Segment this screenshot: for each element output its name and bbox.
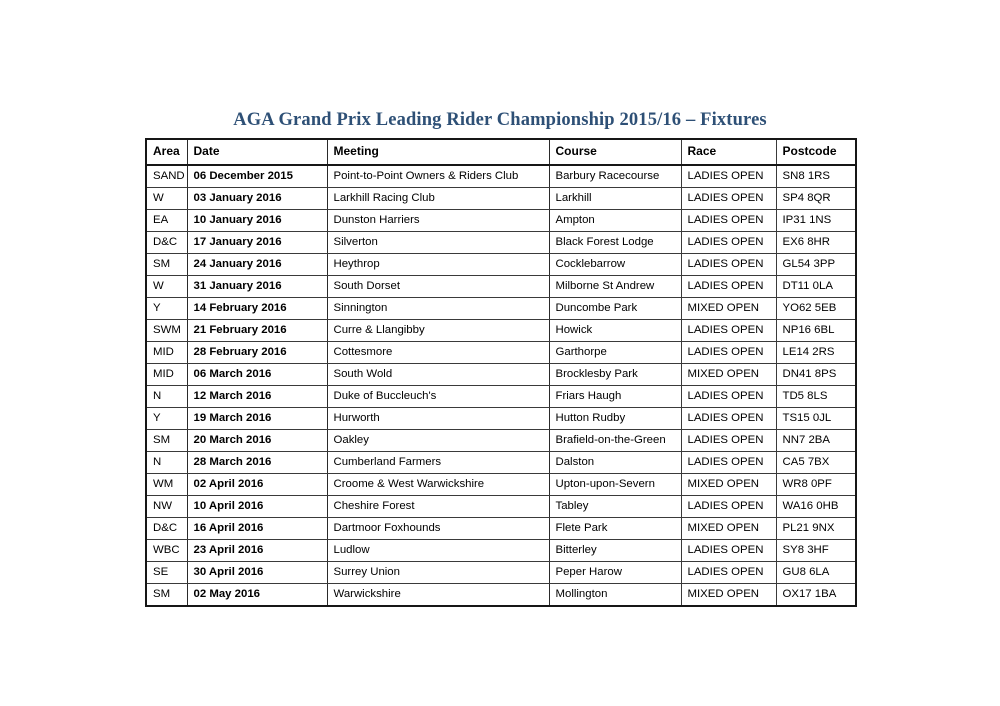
table-row xyxy=(146,474,856,496)
cell-date: 30 April 2016 xyxy=(187,562,327,584)
cell-area: SE xyxy=(146,562,187,584)
cell-course: Mollington xyxy=(549,584,681,607)
cell-date: 06 December 2015 xyxy=(187,165,327,188)
cell-course: Cocklebarrow xyxy=(549,254,681,276)
cell-area: Y xyxy=(146,298,187,320)
cell-race: LADIES OPEN xyxy=(681,452,776,474)
table-row xyxy=(146,518,856,540)
table-row xyxy=(146,342,856,364)
column-header-race: Race xyxy=(681,139,776,165)
cell-area: N xyxy=(146,452,187,474)
cell-postcode: NP16 6BL xyxy=(776,320,856,342)
cell-date: 31 January 2016 xyxy=(187,276,327,298)
cell-postcode: SY8 3HF xyxy=(776,540,856,562)
cell-race: LADIES OPEN xyxy=(681,430,776,452)
table-row xyxy=(146,188,856,210)
cell-meeting: Hurworth xyxy=(327,408,549,430)
cell-meeting: Duke of Buccleuch's xyxy=(327,386,549,408)
table-row xyxy=(146,386,856,408)
cell-area: D&C xyxy=(146,518,187,540)
cell-area: MID xyxy=(146,342,187,364)
cell-course: Milborne St Andrew xyxy=(549,276,681,298)
cell-race: MIXED OPEN xyxy=(681,518,776,540)
cell-date: 20 March 2016 xyxy=(187,430,327,452)
column-header-meeting: Meeting xyxy=(327,139,549,165)
cell-race: LADIES OPEN xyxy=(681,165,776,188)
table-row xyxy=(146,496,856,518)
cell-date: 19 March 2016 xyxy=(187,408,327,430)
cell-date: 16 April 2016 xyxy=(187,518,327,540)
cell-race: LADIES OPEN xyxy=(681,188,776,210)
cell-date: 10 January 2016 xyxy=(187,210,327,232)
cell-area: W xyxy=(146,188,187,210)
cell-area: SWM xyxy=(146,320,187,342)
cell-postcode: DT11 0LA xyxy=(776,276,856,298)
fixtures-table-container xyxy=(145,138,855,607)
cell-course: Brocklesby Park xyxy=(549,364,681,386)
cell-meeting: Surrey Union xyxy=(327,562,549,584)
cell-postcode: PL21 9NX xyxy=(776,518,856,540)
cell-race: MIXED OPEN xyxy=(681,584,776,607)
cell-date: 02 May 2016 xyxy=(187,584,327,607)
cell-area: EA xyxy=(146,210,187,232)
cell-postcode: GU8 6LA xyxy=(776,562,856,584)
cell-postcode: CA5 7BX xyxy=(776,452,856,474)
cell-postcode: IP31 1NS xyxy=(776,210,856,232)
cell-course: Barbury Racecourse xyxy=(549,165,681,188)
cell-meeting: Dartmoor Foxhounds xyxy=(327,518,549,540)
table-row xyxy=(146,408,856,430)
table-row xyxy=(146,364,856,386)
cell-date: 03 January 2016 xyxy=(187,188,327,210)
cell-area: SAND xyxy=(146,165,187,188)
cell-date: 24 January 2016 xyxy=(187,254,327,276)
cell-date: 06 March 2016 xyxy=(187,364,327,386)
cell-race: LADIES OPEN xyxy=(681,210,776,232)
cell-date: 28 March 2016 xyxy=(187,452,327,474)
cell-meeting: Sinnington xyxy=(327,298,549,320)
cell-course: Flete Park xyxy=(549,518,681,540)
column-header-date: Date xyxy=(187,139,327,165)
cell-postcode: SN8 1RS xyxy=(776,165,856,188)
cell-date: 17 January 2016 xyxy=(187,232,327,254)
cell-course: Upton-upon-Severn xyxy=(549,474,681,496)
cell-race: LADIES OPEN xyxy=(681,496,776,518)
cell-area: NW xyxy=(146,496,187,518)
table-row xyxy=(146,254,856,276)
cell-course: Tabley xyxy=(549,496,681,518)
cell-area: SM xyxy=(146,584,187,607)
cell-meeting: Cheshire Forest xyxy=(327,496,549,518)
cell-race: LADIES OPEN xyxy=(681,342,776,364)
cell-meeting: Silverton xyxy=(327,232,549,254)
cell-postcode: WR8 0PF xyxy=(776,474,856,496)
cell-postcode: SP4 8QR xyxy=(776,188,856,210)
cell-date: 23 April 2016 xyxy=(187,540,327,562)
table-row xyxy=(146,320,856,342)
cell-meeting: Point-to-Point Owners & Riders Club xyxy=(327,165,549,188)
table-row xyxy=(146,298,856,320)
cell-date: 12 March 2016 xyxy=(187,386,327,408)
cell-race: LADIES OPEN xyxy=(681,320,776,342)
table-body xyxy=(146,165,856,606)
cell-course: Duncombe Park xyxy=(549,298,681,320)
cell-area: WM xyxy=(146,474,187,496)
table-row xyxy=(146,430,856,452)
cell-course: Dalston xyxy=(549,452,681,474)
cell-course: Brafield-on-the-Green xyxy=(549,430,681,452)
cell-race: LADIES OPEN xyxy=(681,254,776,276)
cell-meeting: Cumberland Farmers xyxy=(327,452,549,474)
cell-course: Black Forest Lodge xyxy=(549,232,681,254)
cell-course: Howick xyxy=(549,320,681,342)
cell-postcode: EX6 8HR xyxy=(776,232,856,254)
cell-date: 02 April 2016 xyxy=(187,474,327,496)
cell-course: Hutton Rudby xyxy=(549,408,681,430)
cell-course: Garthorpe xyxy=(549,342,681,364)
table-row xyxy=(146,276,856,298)
cell-meeting: South Dorset xyxy=(327,276,549,298)
table-row xyxy=(146,165,856,188)
cell-meeting: Dunston Harriers xyxy=(327,210,549,232)
cell-postcode: LE14 2RS xyxy=(776,342,856,364)
cell-area: N xyxy=(146,386,187,408)
cell-race: MIXED OPEN xyxy=(681,364,776,386)
cell-meeting: Croome & West Warwickshire xyxy=(327,474,549,496)
cell-date: 21 February 2016 xyxy=(187,320,327,342)
cell-postcode: NN7 2BA xyxy=(776,430,856,452)
cell-postcode: TD5 8LS xyxy=(776,386,856,408)
cell-postcode: DN41 8PS xyxy=(776,364,856,386)
cell-area: D&C xyxy=(146,232,187,254)
column-header-postcode: Postcode xyxy=(776,139,856,165)
cell-postcode: WA16 0HB xyxy=(776,496,856,518)
table-header-row xyxy=(146,139,856,165)
cell-course: Peper Harow xyxy=(549,562,681,584)
cell-race: LADIES OPEN xyxy=(681,408,776,430)
fixtures-table xyxy=(145,138,857,607)
cell-area: Y xyxy=(146,408,187,430)
cell-date: 14 February 2016 xyxy=(187,298,327,320)
cell-meeting: Curre & Llangibby xyxy=(327,320,549,342)
cell-date: 28 February 2016 xyxy=(187,342,327,364)
cell-course: Friars Haugh xyxy=(549,386,681,408)
column-header-course: Course xyxy=(549,139,681,165)
table-header xyxy=(146,139,856,165)
cell-area: MID xyxy=(146,364,187,386)
cell-date: 10 April 2016 xyxy=(187,496,327,518)
cell-meeting: Oakley xyxy=(327,430,549,452)
cell-meeting: South Wold xyxy=(327,364,549,386)
cell-meeting: Warwickshire xyxy=(327,584,549,607)
table-row xyxy=(146,540,856,562)
page-title: AGA Grand Prix Leading Rider Championship 2015/16 – Fixtures xyxy=(233,110,767,130)
cell-meeting: Ludlow xyxy=(327,540,549,562)
cell-postcode: OX17 1BA xyxy=(776,584,856,607)
cell-area: SM xyxy=(146,430,187,452)
table-row xyxy=(146,584,856,607)
cell-race: MIXED OPEN xyxy=(681,298,776,320)
table-row xyxy=(146,452,856,474)
column-header-area: Area xyxy=(146,139,187,165)
cell-race: LADIES OPEN xyxy=(681,232,776,254)
cell-race: LADIES OPEN xyxy=(681,276,776,298)
cell-meeting: Cottesmore xyxy=(327,342,549,364)
cell-area: W xyxy=(146,276,187,298)
table-row xyxy=(146,562,856,584)
cell-postcode: TS15 0JL xyxy=(776,408,856,430)
cell-postcode: GL54 3PP xyxy=(776,254,856,276)
cell-area: WBC xyxy=(146,540,187,562)
cell-area: SM xyxy=(146,254,187,276)
cell-race: LADIES OPEN xyxy=(681,540,776,562)
cell-course: Ampton xyxy=(549,210,681,232)
cell-race: MIXED OPEN xyxy=(681,474,776,496)
cell-postcode: YO62 5EB xyxy=(776,298,856,320)
cell-race: LADIES OPEN xyxy=(681,562,776,584)
table-row xyxy=(146,232,856,254)
table-row xyxy=(146,210,856,232)
cell-course: Bitterley xyxy=(549,540,681,562)
cell-meeting: Larkhill Racing Club xyxy=(327,188,549,210)
cell-meeting: Heythrop xyxy=(327,254,549,276)
cell-race: LADIES OPEN xyxy=(681,386,776,408)
cell-course: Larkhill xyxy=(549,188,681,210)
